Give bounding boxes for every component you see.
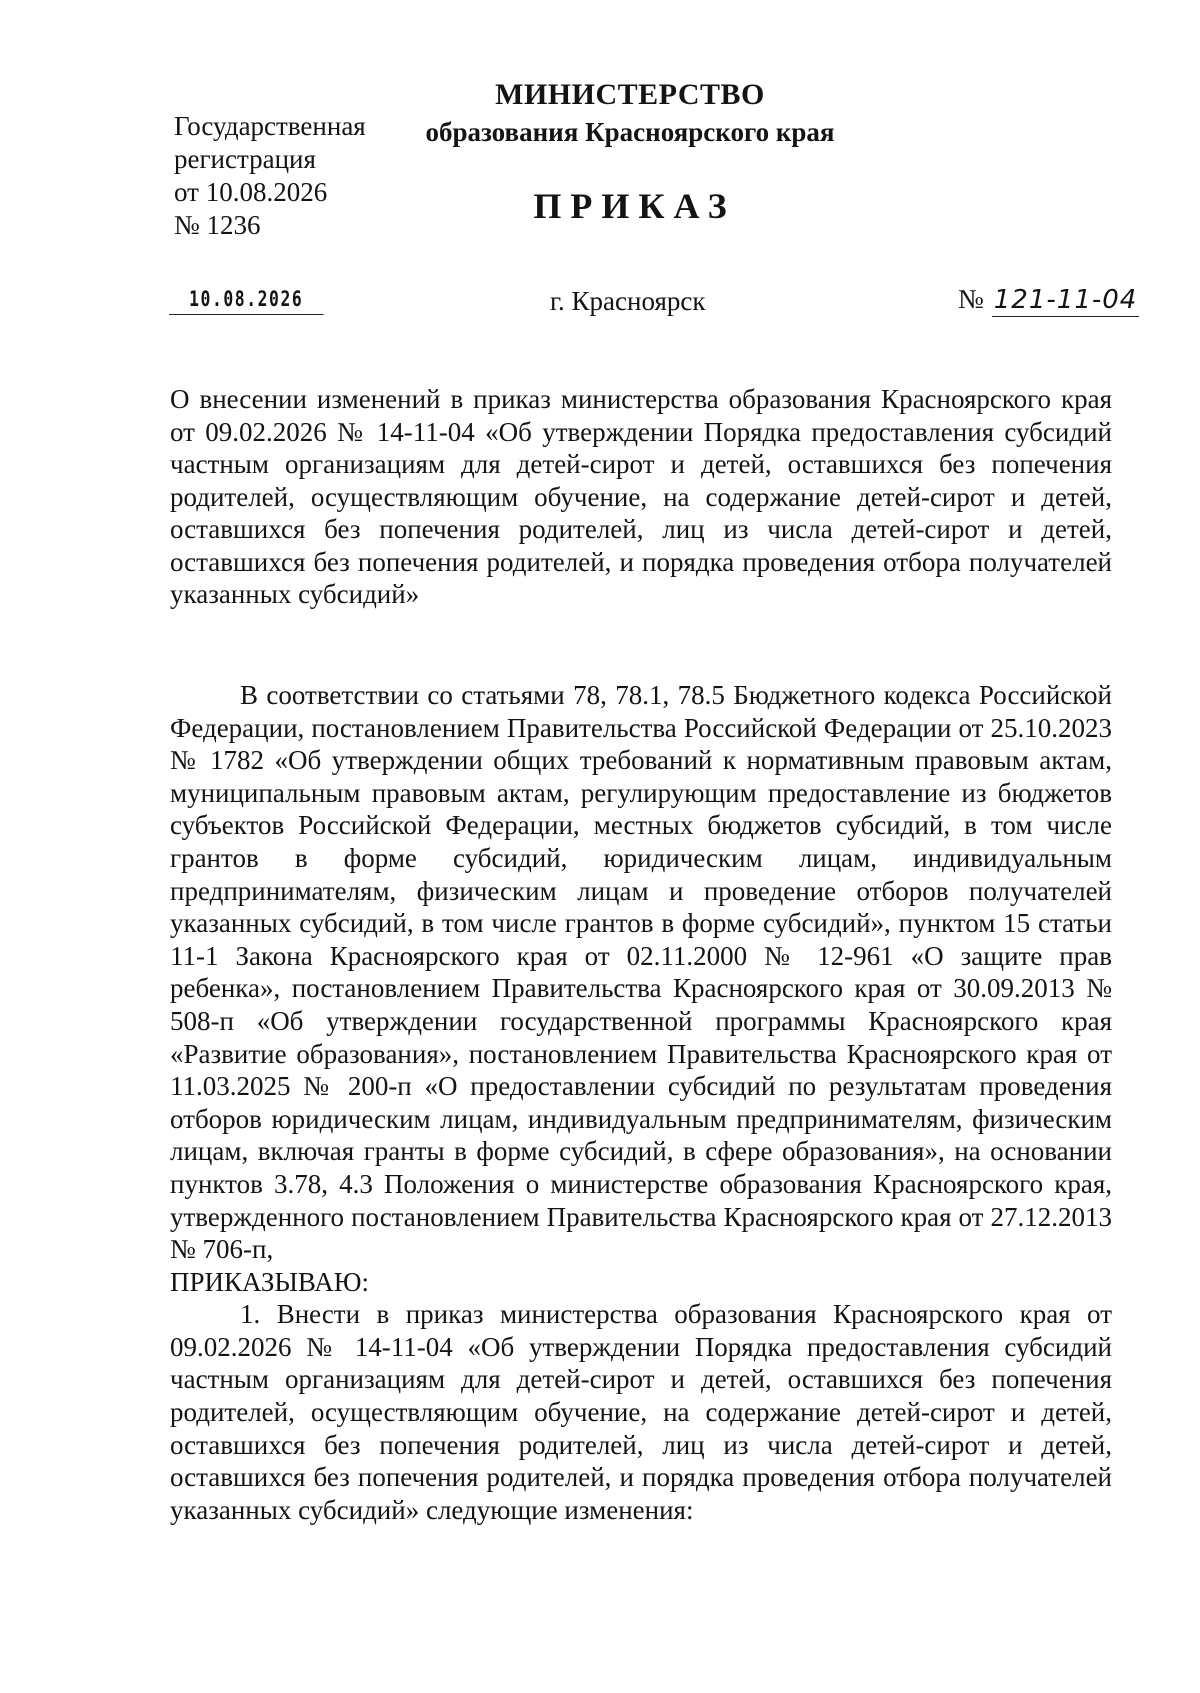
ministry-department: образования Красноярского края (425, 117, 835, 147)
order-number (958, 282, 1139, 317)
ministry-title: МИНИСТЕРСТВО (495, 78, 765, 111)
order-subject: О внесении изменений в приказ министерства образования Красноярского края от 09.02.2026 № 14-11-04 «Об утверждении Порядка предоставления субсидий частным организациям для детей-сирот и детей, оставшихся без попечения родителей, осуществляющим обучение, на содержание детей-сирот и детей, оставшихся без попечения родителей, лиц из числа детей-сирот и детей, оставшихся без попечения родителей, и порядка проведения отбора получателей указанных субсидий» (170, 384, 1112, 609)
decree-word: ПРИКАЗЫВАЮ: (170, 1266, 369, 1297)
ministry-header (380, 76, 880, 228)
point-1-paragraph: 1. Внести в приказ министерства образования Красноярского края от 09.02.2026 № 14-11-04 «Об утверждении Порядка предоставления субсидий частным организациям для детей-сирот и детей, оставшихся без попечения родителей, осуществляющим обучение, на содержание детей-сирот и детей, оставшихся без попечения родителей, лиц из числа детей-сирот и детей, оставшихся без попечения родителей, и порядка проведения отбора получателей указанных субсидий» следующие изменения: (170, 1299, 1112, 1525)
registration-line: регистрация (174, 144, 316, 174)
preamble-paragraph: В соответствии со статьями 78, 78.1, 78.5 Бюджетного кодекса Российской Федерации, постановлением Правительства Российской Федерации от 25.10.2023 № 1782 «Об утверждении общих требований к нормативным правовым актам, муниципальным правовым актам, регулирующим предоставление из бюджетов субъектов Российской Федерации, местных бюджетов субсидий, в том числе грантов в форме субсидий, юридическим лицам, индивидуальным предпринимателям, физическим лицам и проведение отборов получателей указанных субсидий, в том числе грантов в форме субсидий», пунктом 15 статьи 11-1 Закона Красноярского края от 02.11.2000 № 12-961 «О защите прав ребенка», постановлением Правительства Красноярского края от 30.09.2013 № 508-п «Об утверждении государственной программы Красноярского края «Развитие образования», постановлением Правительства Красноярского края от 11.03.2025 № 200-п «О предоставлении субсидий по результатам проведения отборов юридическим лицам, индивидуальным предпринимателям, физическим лицам, включая гранты в форме субсидий, в сфере образования», на основании пунктов 3.78, 4.3 Положения о министерстве образования Красноярского края, утвержденного постановлением Правительства Красноярского края от 27.12.2013 № 706-п, (170, 680, 1112, 1265)
registration-date: от 10.08.2026 (174, 177, 328, 207)
order-date-stamp: 10.08.2026 (169, 284, 323, 315)
document-type: ПРИКАЗ (533, 186, 736, 226)
registration-line: Государственная (174, 111, 366, 141)
registration-block (174, 110, 414, 242)
number-sign: № (958, 284, 984, 314)
registration-number: № 1236 (174, 210, 261, 240)
handwritten-order-number: 121-11-04 (993, 285, 1138, 315)
order-city: г. Красноярск (550, 286, 706, 316)
order-body (170, 679, 1112, 1526)
